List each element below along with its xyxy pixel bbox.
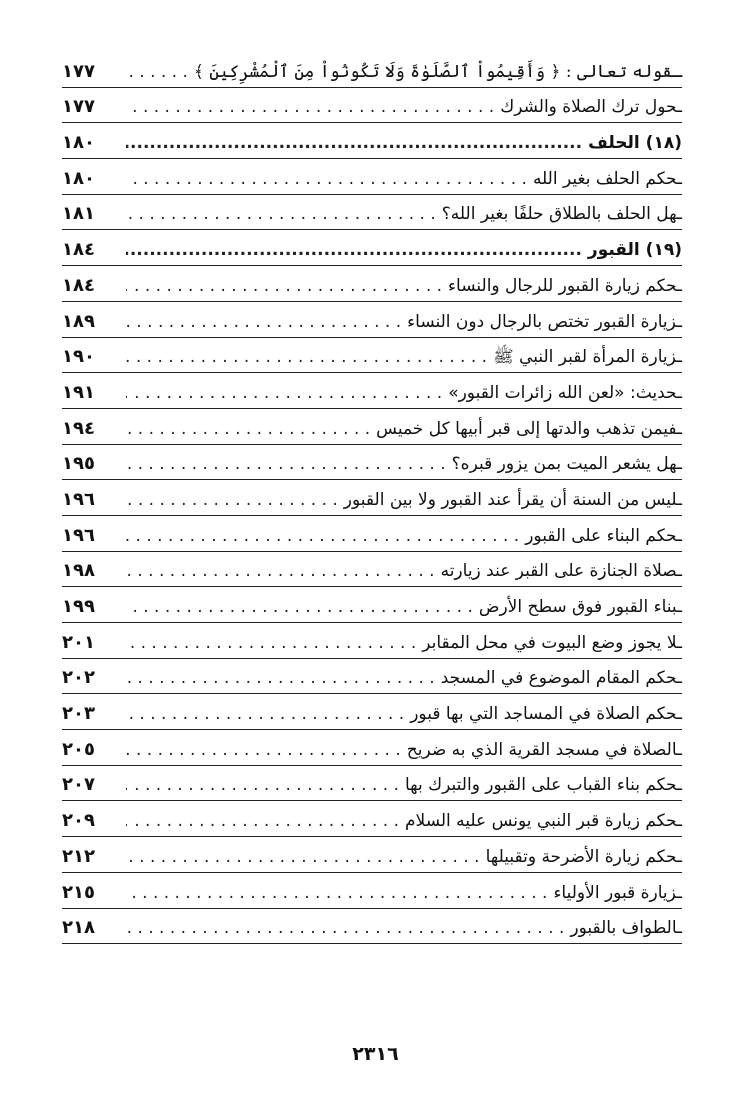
toc-entry	[62, 516, 682, 552]
table-of-contents	[62, 52, 682, 944]
entry-page: ١٩٠	[62, 346, 95, 368]
entry-title: ـحكم المقام الموضوع في المسجد	[440, 668, 682, 689]
page-number: ٢٣١٦	[352, 1043, 399, 1065]
leader-dots	[126, 64, 188, 87]
toc-entry	[62, 480, 682, 516]
leader-dots	[126, 456, 446, 479]
entry-page: ١٨٠	[62, 167, 95, 189]
toc-entry	[62, 266, 682, 302]
entry-title: ـحكم زيارة القبور للرجال والنساء	[448, 275, 682, 296]
entry-title: ـزيارة القبور تختص بالرجال دون النساء	[407, 311, 682, 332]
entry-title: ـزيارة قبور الأولياء	[553, 882, 682, 903]
toc-entry	[62, 445, 682, 481]
entry-page: ١٧٧	[62, 96, 95, 118]
leader-dots	[126, 492, 338, 515]
entry-title: ـحول ترك الصلاة والشرك	[500, 97, 682, 118]
entry-title: ـبناء القبور فوق سطح الأرض	[478, 597, 682, 617]
leader-dots	[126, 670, 435, 693]
entry-page: ١٨٤	[62, 274, 95, 296]
entry-page: ١٩٥	[62, 453, 95, 475]
toc-entry	[62, 873, 682, 909]
entry-title: ـصلاة الجنازة على القبر عند زيارته	[440, 561, 682, 582]
leader-dots	[126, 706, 404, 729]
leader-dots	[126, 635, 416, 658]
entry-title: ـالطواف بالقبور	[570, 918, 682, 939]
entry-title: ـحكم الصلاة في المساجد التي بها قبور	[410, 704, 682, 725]
entry-title: ـحكم الحلف بغير الله	[532, 168, 682, 189]
entry-title: ـزيارة المرأة لقبر النبي ﷺ	[493, 347, 682, 368]
entry-title: ـحكم زيارة قبر النبي يونس عليه السلام	[405, 811, 682, 832]
toc-entry	[62, 730, 682, 766]
entry-title: ـفيمن تذهب والدتها إلى قبر أبيها كل خميس	[376, 418, 682, 439]
leader-dots	[126, 99, 494, 122]
entry-page: ١٩٦	[62, 524, 95, 546]
toc-entry	[62, 659, 682, 695]
entry-title: ـلا يجوز وضع البيوت في محل المقابر	[422, 632, 682, 653]
toc-entry	[62, 909, 682, 945]
entry-page: ١٨٤	[62, 239, 95, 261]
leader-dots	[126, 135, 582, 158]
toc-entry	[62, 409, 682, 445]
toc-entry	[62, 195, 682, 231]
entry-page: ١٨٩	[62, 310, 95, 332]
leader-dots	[126, 385, 442, 408]
toc-entry	[62, 766, 682, 802]
leader-dots	[126, 563, 435, 586]
entry-page: ١٨٠	[62, 132, 95, 154]
leader-dots	[126, 885, 547, 908]
entry-title: ـحكم بناء القباب على القبور والتبرك بها	[404, 775, 682, 796]
entry-page: ١٩٤	[62, 417, 95, 439]
toc-entry	[62, 302, 682, 338]
leader-dots	[126, 171, 527, 194]
entry-page: ١٩٨	[62, 560, 95, 582]
toc-entry	[62, 801, 682, 837]
entry-title: ـهل الحلف بالطلاق حلفًا بغير الله؟	[441, 204, 682, 225]
leader-dots	[126, 314, 401, 337]
leader-dots	[126, 920, 564, 943]
section-title: (١٨) الحلف	[588, 133, 682, 154]
entry-page: ٢٠٧	[62, 774, 95, 796]
toc-entry	[62, 552, 682, 588]
entry-page: ١٩٩	[62, 596, 95, 617]
toc-entry	[62, 837, 682, 873]
leader-dots	[126, 849, 480, 872]
entry-page: ٢٠١	[62, 631, 95, 653]
leader-dots	[126, 421, 370, 444]
leader-dots	[126, 528, 519, 551]
entry-page: ١٧٧	[62, 60, 95, 82]
entry-page: ٢٠٣	[62, 703, 95, 725]
entry-page: ١٨١	[62, 203, 95, 225]
toc-entry	[62, 52, 682, 88]
entry-page: ٢٠٥	[62, 738, 95, 760]
leader-dots	[126, 813, 399, 836]
leader-dots	[126, 599, 473, 622]
toc-entry	[62, 338, 682, 374]
leader-dots	[126, 777, 399, 800]
toc-entry	[62, 88, 682, 124]
entry-page: ٢١٢	[62, 845, 95, 867]
entry-title: ـحديث: «لعن الله زائرات القبور»	[448, 382, 682, 403]
entry-page: ١٩١	[62, 381, 95, 403]
toc-entry	[62, 623, 682, 659]
toc-entry	[62, 373, 682, 409]
entry-title: ـليس من السنة أن يقرأ عند القبور ولا بين القبور	[343, 489, 682, 510]
leader-dots	[126, 278, 442, 301]
entry-title: ـقوله تعالى : ﴿ وَأَقِيمُواْ ٱلصَّلَوٰةَ وَلَا تَكُونُواْ مِنَ ٱلْمُشْرِكِينَ ﴾	[193, 61, 682, 82]
toc-section-heading	[62, 230, 682, 266]
entry-title: ـحكم البناء على القبور	[525, 525, 682, 546]
entry-title: ـهل يشعر الميت بمن يزور قبره؟	[451, 454, 682, 475]
leader-dots	[126, 242, 582, 265]
leader-dots	[126, 349, 487, 372]
toc-entry	[62, 159, 682, 195]
entry-page: ٢٠٢	[62, 667, 95, 689]
entry-page: ٢١٥	[62, 881, 95, 903]
leader-dots	[126, 742, 401, 765]
entry-page: ٢٠٩	[62, 810, 95, 832]
toc-entry	[62, 587, 682, 623]
leader-dots	[126, 206, 436, 229]
entry-page: ١٩٦	[62, 488, 95, 510]
toc-entry	[62, 694, 682, 730]
toc-page	[62, 52, 682, 944]
entry-title: ـحكم زيارة الأضرحة وتقبيلها	[485, 846, 682, 867]
section-title: (١٩) القبور	[587, 240, 682, 261]
entry-page: ٢١٨	[62, 917, 95, 939]
entry-title: ـالصلاة في مسجد القرية الذي به ضريح	[406, 739, 682, 760]
toc-section-heading	[62, 123, 682, 159]
